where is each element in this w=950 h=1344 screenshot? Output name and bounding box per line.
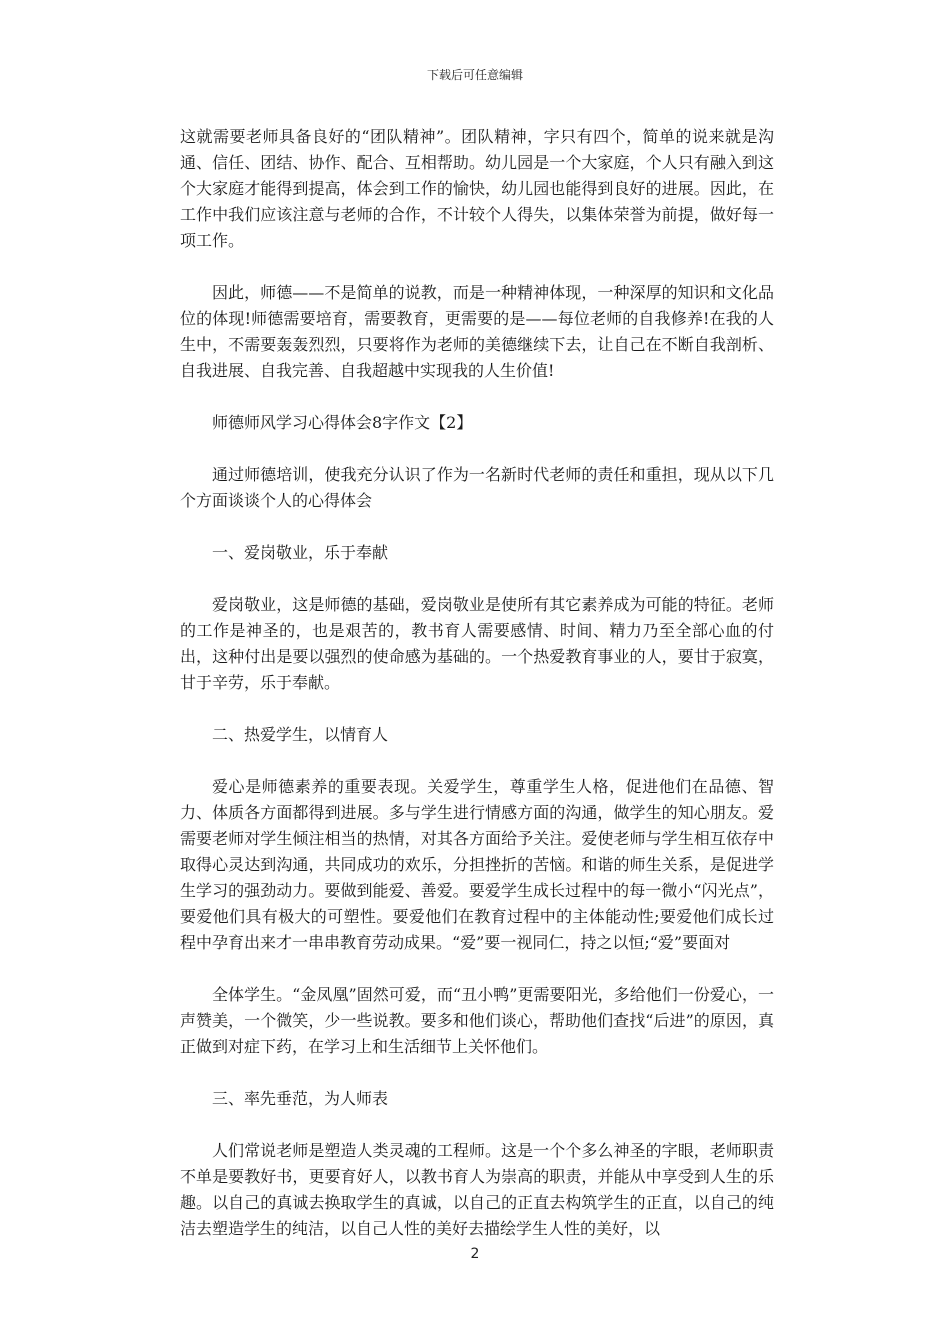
paragraph-role-model: 人们常说老师是塑造人类灵魂的工程师。这是一个个多么神圣的字眼，老师职责不单是要教好书，更要育好人，以教书育人为崇高的职责，并能从中享受到人生的乐趣。以自己的真诚去换取学生的真诚，以自己的正直去构筑学生的正直，以自己的纯洁去塑造学生的纯洁，以自己人性的美好去描绘学生人性的美好，以 <box>180 1141 774 1238</box>
paragraph-teacher-ethics: 因此，师德——不是简单的说教，而是一种精神体现，一种深厚的知识和文化品位的体现!师德需要培育，需要教育，更需要的是——每位老师的自我修养!在我的人生中，不需要轰轰烈烈，只要将作为老师的美德继续下去，让自己在不断自我剖析、自我进展、自我完善、自我超越中实现我的人生价值! <box>180 283 774 380</box>
page-number: 2 <box>470 1246 480 1262</box>
paragraph-training-intro: 通过师德培训，使我充分认识了作为一名新时代老师的责任和重担，现从以下几个方面谈谈个人的心得体会 <box>180 465 774 510</box>
paragraph-love-students: 爱心是师德素养的重要表现。关爱学生，尊重学生人格，促进他们在品德、智力、体质各方面都得到进展。多与学生进行情感方面的沟通，做学生的知心朋友。爱需要老师对学生倾注相当的热情，对其各方面给予关注。爱使老师与学生相互依存中取得心灵达到沟通，共同成功的欢乐，分担挫折的苦恼。和谐的师生关系，是促进学生学习的强劲动力。要做到能爱、善爱。要爱学生成长过程中的每一微小“闪光点”，要爱他们具有极大的可塑性。要爱他们在教育过程中的主体能动性;要爱他们成长过程中孕育出来才一串串教育劳动成果。“爱”要一视同仁，持之以恒;“爱”要面对 <box>180 777 774 952</box>
paragraph-gap <box>180 696 774 722</box>
heading-dedication: 一、爱岗敬业，乐于奉献 <box>212 543 389 562</box>
paragraph-gap <box>180 384 774 410</box>
paragraph-gap <box>180 514 774 540</box>
paragraph-gap <box>180 1112 774 1138</box>
heading-role-model: 三、率先垂范，为人师表 <box>212 1089 389 1108</box>
paragraph-gap <box>180 956 774 982</box>
header-note: 下载后可任意编辑 <box>426 68 523 82</box>
paragraph-gap <box>180 254 774 280</box>
document-body <box>180 124 774 1242</box>
heading-love-students: 二、热爱学生，以情育人 <box>212 725 389 744</box>
paragraph-team-spirit: 这就需要老师具备良好的“团队精神”。团队精神，字只有四个，简单的说来就是沟通、信任、团结、协作、配合、互相帮助。幼儿园是一个大家庭，个人只有融入到这个大家庭才能得到提高，体会到工作的愉快，幼儿园也能得到良好的进展。因此，在工作中我们应该注意与老师的合作，不计较个人得失，以集体荣誉为前提，做好每一项工作。 <box>180 127 774 250</box>
paragraph-gap <box>180 566 774 592</box>
paragraph-gap <box>180 436 774 462</box>
paragraph-gap <box>180 748 774 774</box>
paragraph-all-students: 全体学生。“金凤凰”固然可爱，而“丑小鸭”更需要阳光，多给他们一份爱心，一声赞美，一个微笑，少一些说教。要多和他们谈心，帮助他们查找“后进”的原因，真正做到对症下药，在学习上和生活细节上关怀他们。 <box>180 985 774 1056</box>
paragraph-gap <box>180 1060 774 1086</box>
paragraph-dedication: 爱岗敬业，这是师德的基础，爱岗敬业是使所有其它素养成为可能的特征。老师的工作是神圣的，也是艰苦的，教书育人需要感情、时间、精力乃至全部心血的付出，这种付出是要以强烈的使命感为基础的。一个热爱教育事业的人，要甘于寂寞，甘于辛劳，乐于奉献。 <box>180 595 774 692</box>
section-title: 师德师风学习心得体会8字作文【2】 <box>212 413 473 432</box>
